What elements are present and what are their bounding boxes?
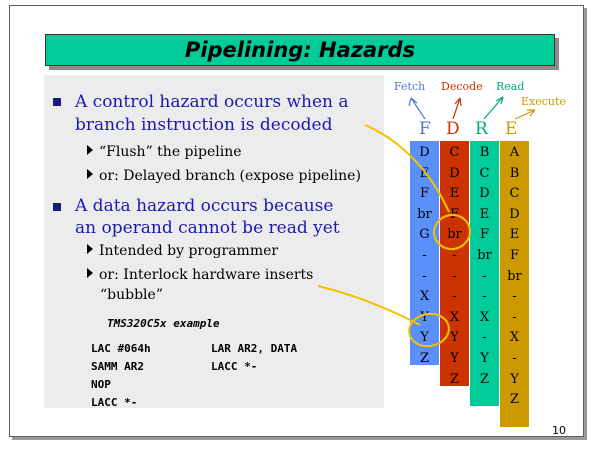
stage-letter-e: E <box>505 119 518 139</box>
pipeline-cell: - <box>482 330 487 346</box>
bullet-1-line-2: branch instruction is decoded <box>75 115 333 135</box>
sub-bullet-text: “Flush” the pipeline <box>99 144 242 160</box>
pipeline-cell: D <box>449 165 460 181</box>
control-hazard-circle <box>431 212 473 253</box>
code-line: LACC *- <box>211 360 258 373</box>
pipeline-cell: C <box>449 145 460 160</box>
pipeline-cell: br <box>477 248 492 263</box>
pipeline-cell: - <box>422 248 427 263</box>
pipeline-cell: - <box>452 268 457 284</box>
page-title: Pipelining: Hazards <box>184 38 416 62</box>
code-line: SAMM AR2 <box>91 360 144 373</box>
sub-bullet-text: Intended by programmer <box>99 243 279 259</box>
pipeline-cell: br <box>417 206 432 222</box>
read-arrow <box>484 97 503 119</box>
pipeline-cell: C <box>479 165 490 181</box>
pipeline-cell: Y <box>420 330 429 346</box>
pipeline-cell: - <box>452 289 457 305</box>
stage-letter-f: F <box>419 119 431 139</box>
pipeline-cell: E <box>419 165 430 181</box>
sub-bullet-text: or: Delayed branch (expose pipeline) <box>99 168 361 184</box>
sub-bullet-text: or: Interlock hardware inserts <box>99 267 314 283</box>
pipeline-cell: Y <box>480 351 489 366</box>
stage-label-fetch: Fetch <box>394 80 426 93</box>
page-number: 10 <box>552 424 566 437</box>
pipeline-cell: E <box>509 227 520 243</box>
pipeline-cell: F <box>449 206 460 222</box>
pipeline-cell: - <box>452 248 457 263</box>
pipeline-cell: - <box>512 309 517 325</box>
code-line: LACC *- <box>91 396 138 409</box>
pipeline-cell: Z <box>419 351 430 366</box>
pipeline-cell: F <box>419 186 430 202</box>
sub-bullet-continuation: “bubble” <box>100 287 163 303</box>
stage-letter-r: R <box>475 119 488 139</box>
data-hazard-link <box>318 286 420 325</box>
pipeline-cell: C <box>509 186 520 202</box>
bullet-2-line-2: an operand cannot be read yet <box>75 218 340 238</box>
pipeline-cell: Y <box>510 371 519 387</box>
pipeline-cell: F <box>479 227 490 243</box>
stage-label-execute: Execute <box>521 95 566 108</box>
pipeline-cell: X <box>479 309 490 325</box>
stage-label-read: Read <box>496 80 525 93</box>
pipeline-cell: B <box>479 145 490 160</box>
pipeline-cell: - <box>482 268 487 284</box>
pipeline-cell: br <box>447 227 462 243</box>
pipeline-cell: F <box>509 248 520 263</box>
stage-label-decode: Decode <box>441 80 483 93</box>
pipeline-cell: X <box>419 289 430 305</box>
control-hazard-link <box>365 125 449 212</box>
pipeline-cell: B <box>509 165 520 181</box>
fetch-arrow <box>411 98 425 119</box>
pipeline-cell: Z <box>509 392 520 408</box>
pipeline-cell: X <box>449 309 460 325</box>
pipeline-cell: E <box>479 206 490 222</box>
pipeline-cell: - <box>482 289 487 305</box>
decode-arrow <box>453 98 460 119</box>
bullet-1-line-1: A control hazard occurs when a <box>75 92 349 112</box>
pipeline-cell: Z <box>449 371 460 387</box>
pipeline-cell: E <box>449 186 460 202</box>
code-line: NOP <box>91 378 111 391</box>
pipeline-cell: Y <box>420 309 429 325</box>
pipeline-cell: D <box>509 206 520 222</box>
example-title: TMS320C5x example <box>107 317 220 330</box>
bullet-2-line-1: A data hazard occurs because <box>75 196 334 216</box>
pipeline-cell: D <box>419 145 430 160</box>
pipeline-cell: X <box>509 330 520 346</box>
stage-letter-d: D <box>446 119 460 139</box>
pipeline-cell: Y <box>450 351 459 366</box>
pipeline-cell: Y <box>450 330 459 346</box>
code-line: LAC #064h <box>91 342 151 355</box>
pipeline-cell: br <box>507 268 522 284</box>
pipeline-cell: A <box>509 145 520 160</box>
code-line: LAR AR2, DATA <box>211 342 298 355</box>
pipeline-cell: G <box>419 227 430 243</box>
pipeline-cell: D <box>479 186 490 202</box>
pipeline-cell: Z <box>479 371 490 387</box>
pipeline-cell: - <box>512 351 517 366</box>
data-hazard-circle <box>407 311 452 349</box>
pipeline-cell: - <box>512 289 517 305</box>
pipeline-cell: - <box>422 268 427 284</box>
